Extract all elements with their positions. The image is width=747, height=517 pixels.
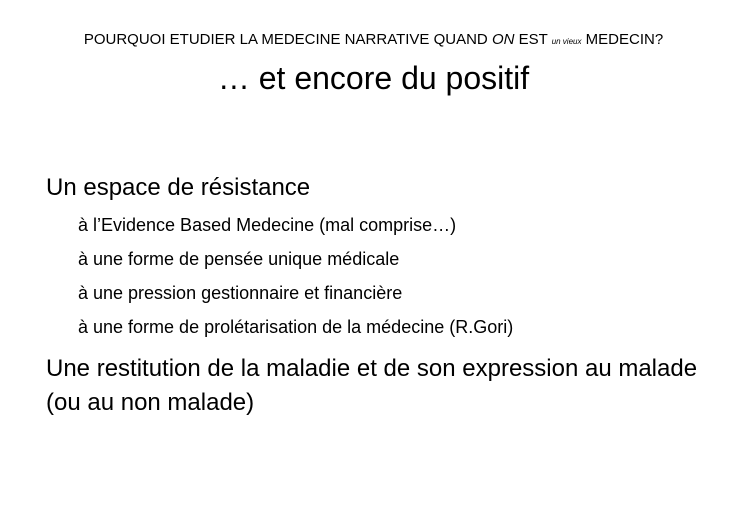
sub-bullet: à une forme de pensée unique médicale <box>78 249 400 269</box>
bullet-restitution: Une restitution de la maladie et de son expression au malade (ou au non malade) <box>46 355 698 416</box>
slide-body <box>46 172 726 420</box>
header-on: ON <box>491 31 515 48</box>
header-part3: MEDECIN? <box>581 31 664 48</box>
slide-header <box>0 30 747 52</box>
header-small-text: un vieux <box>551 37 582 46</box>
sub-bullet-list <box>46 208 726 344</box>
header-part2: EST <box>514 31 552 48</box>
header-part1: POURQUOI ETUDIER LA MEDECINE NARRATIVE QUAND <box>83 31 492 48</box>
bullet-resistance: Un espace de résistance <box>46 174 311 201</box>
sub-bullet: à l’Evidence Based Medecine (mal comprise…) <box>78 215 457 235</box>
slide-title: … et encore du positif <box>217 60 530 96</box>
sub-bullet: à une pression gestionnaire et financière <box>78 283 403 303</box>
sub-bullet: à une forme de prolétarisation de la médecine (R.Gori) <box>78 317 514 337</box>
